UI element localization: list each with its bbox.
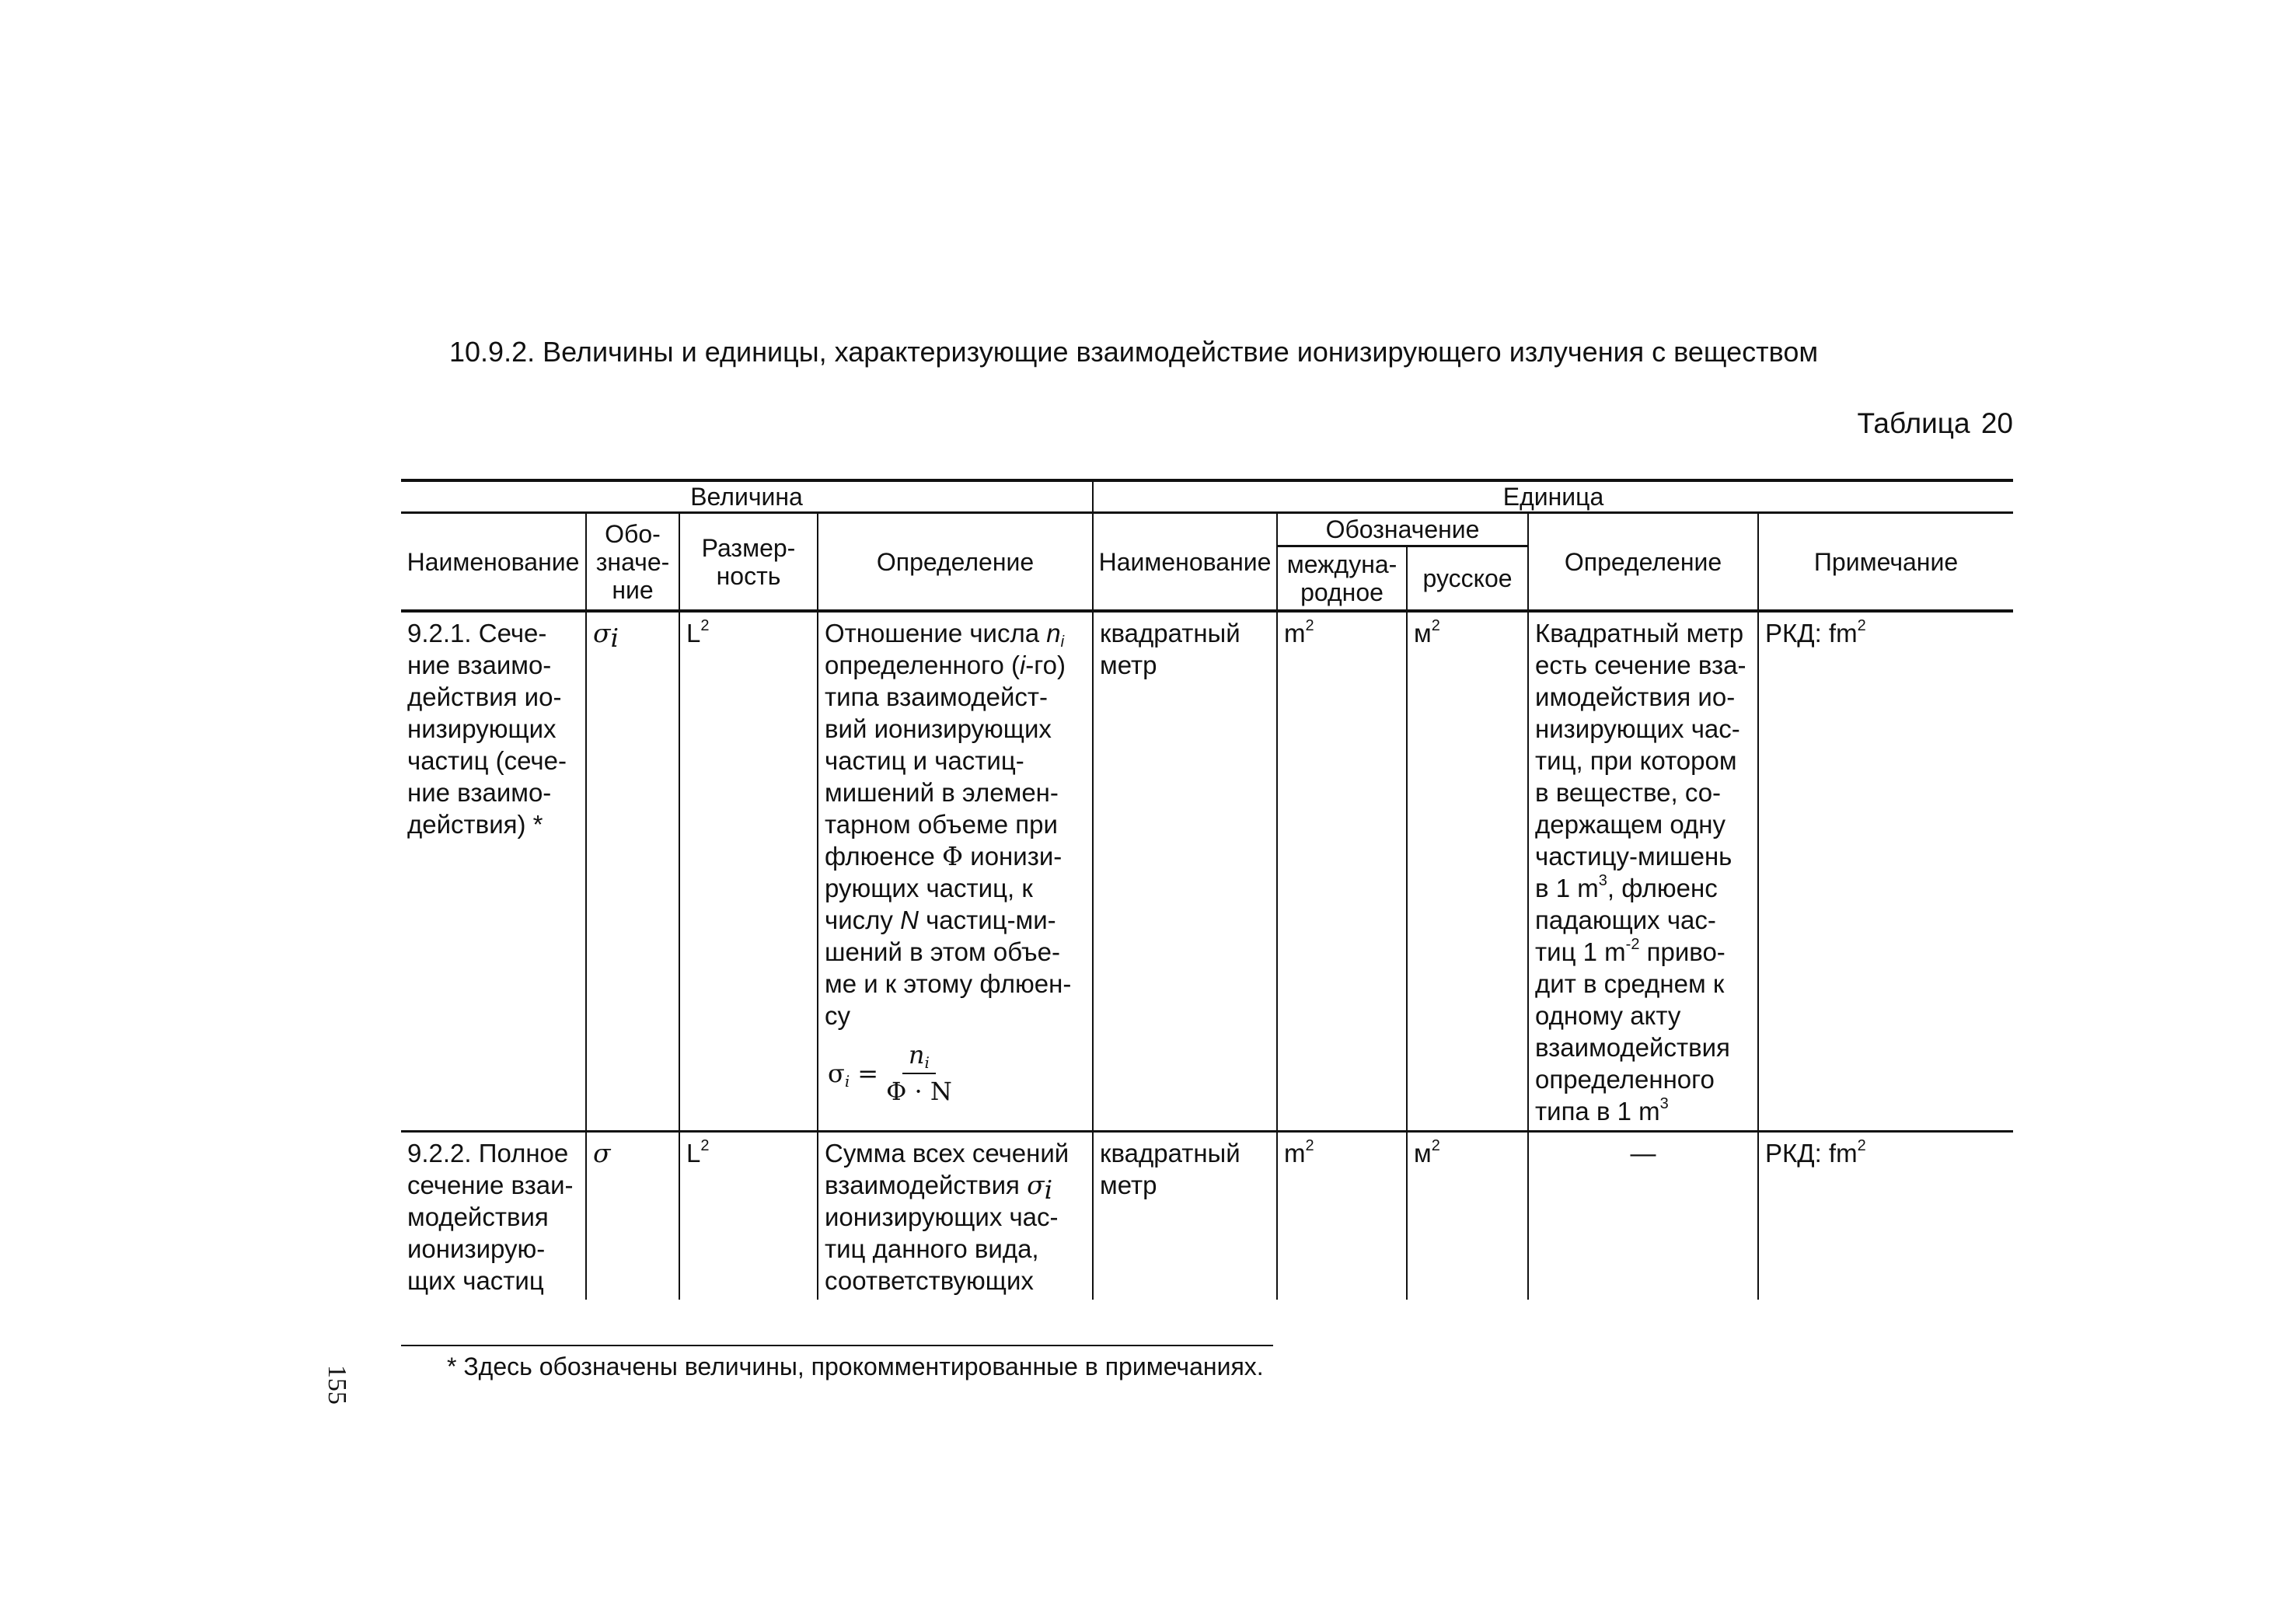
header-row-groups [401,480,2013,513]
text: частиц-ми- [918,906,1056,934]
u-rus-exponent: 2 [1431,617,1440,634]
header-q-definition: Определение [818,513,1093,612]
text: в 1 m [1535,874,1599,902]
u-note-exponent: 2 [1857,1137,1866,1154]
u-def-line: Квадратный метр [1535,619,1744,647]
q-definition-cell [818,1132,1093,1300]
q-name-cell [401,611,586,1132]
header-q-symbol-line: ние [612,575,654,604]
q-symbol: σ [593,1138,611,1168]
q-def-line: шений в этом объе- [825,937,1060,966]
q-name-line: действия ио- [407,682,562,711]
text: -го) [1025,651,1066,679]
table-row [401,1132,2013,1300]
q-def-line [825,904,1086,936]
u-def-line: дит в среднем к [1535,969,1725,998]
q-def-line: частиц и частиц- [825,746,1024,775]
header-unit: Единица [1093,480,2013,513]
q-name-line: 9.2.2. Полное [407,1139,569,1167]
variable: σ [1027,1170,1045,1200]
formula-lhs [828,1058,850,1090]
q-name-line: сечение взаи- [407,1171,574,1199]
u-def-line: в веществе, со- [1535,778,1722,807]
text: числу [825,906,901,934]
u-def-line: падающих час- [1535,906,1716,934]
formula [828,1039,1086,1108]
q-symbol: σ [593,618,611,648]
u-rus-symbol: м [1414,1139,1432,1167]
u-def-line: низирующих час- [1535,714,1740,743]
u-note-exponent: 2 [1857,617,1866,634]
u-def-line: определенного [1535,1065,1715,1094]
u-name-cell [1093,611,1277,1132]
formula-num-sub: i [924,1053,930,1072]
q-symbol-cell [586,1132,679,1300]
q-dimension: L [686,1139,701,1167]
exponent: -2 [1625,936,1640,953]
q-def-line: ионизирующих час- [825,1202,1059,1231]
q-name-line: ние взаимо- [407,778,552,807]
variable: n [1046,619,1061,647]
q-def-line: рующих частиц, к [825,874,1033,902]
q-def-line: ме и к этому флюен- [825,969,1072,998]
text: Отношение числа [825,619,1047,647]
footnote-divider [401,1345,1273,1346]
exponent: 3 [1598,872,1607,889]
page-number: 155 [323,1365,351,1405]
q-def-line: тиц данного вида, [825,1234,1039,1263]
q-def-line: Сумма всех сечений [825,1139,1069,1167]
header-u-russian: русское [1407,546,1528,612]
u-definition-cell [1528,611,1758,1132]
u-def-line [1535,936,1751,968]
q-definition-cell [818,611,1093,1132]
u-def-line: держащем одну [1535,810,1726,839]
q-def-line [825,617,1086,649]
u-def-line: одному акту [1535,1001,1681,1030]
q-def-line: су [825,1001,850,1030]
q-def-line: мишений в элемен- [825,778,1059,807]
u-rus-cell [1407,611,1528,1132]
u-name-line: квадратный [1100,1139,1240,1167]
formula-denominator: Φ · N [886,1077,952,1106]
quantities-table [401,479,2013,1300]
text: типа в 1 m [1535,1097,1660,1126]
q-symbol-subscript: i [610,623,619,653]
q-def-line [825,1169,1086,1205]
u-note: РКД: fm [1765,1139,1858,1167]
q-name-line: ние взаимо- [407,651,552,679]
u-name-cell [1093,1132,1277,1300]
formula-symbol: σ [828,1058,845,1088]
variable: Φ [942,841,964,871]
q-name-line: действия) * [407,810,543,839]
header-q-dim-line: Размер- [701,533,796,562]
q-name-line: ионизирую- [407,1234,546,1263]
formula-num-var: n [908,1040,925,1070]
text: ионизи- [963,842,1063,871]
u-def-line [1535,872,1751,904]
table-number: 20 [1980,407,2013,439]
q-def-line: тарном объеме при [825,810,1058,839]
q-dimension-cell [679,611,818,1132]
variable: N [900,906,919,934]
q-def-line [825,649,1086,681]
text: тиц 1 m [1535,937,1626,966]
u-name-line: метр [1100,1171,1157,1199]
formula-subscript: i [844,1071,850,1091]
formula-numerator [902,1039,936,1074]
q-name-line: модействия [407,1202,549,1231]
q-dimension-exponent: 2 [700,617,710,634]
header-q-symbol [586,513,679,612]
q-dimension-cell [679,1132,818,1300]
q-def-line: соответствующих [825,1266,1034,1295]
u-def-dash: — [1630,1139,1656,1167]
u-intl-cell [1277,611,1407,1132]
u-def-line [1535,1095,1751,1127]
u-intl-cell [1277,1132,1407,1300]
q-name-line: низирующих [407,714,557,743]
header-u-symbol: Обозначение [1277,513,1528,546]
header-q-dimension [679,513,818,612]
header-u-name: Наименование [1093,513,1277,612]
u-intl-exponent: 2 [1305,617,1314,634]
u-note: РКД: fm [1765,619,1858,647]
u-intl-exponent: 2 [1305,1137,1314,1154]
q-name-line: частиц (сече- [407,746,567,775]
header-q-symbol-line: Обо- [605,519,661,548]
q-name-cell [401,1132,586,1300]
section-heading: 10.9.2. Величины и единицы, характеризующие взаимодействие ионизирующего излучения с веществом [449,336,1819,368]
header-q-name: Наименование [401,513,586,612]
u-intl-symbol: m [1284,619,1306,647]
u-rus-symbol: м [1414,619,1432,647]
header-u-international [1277,546,1407,612]
q-def-line: вий ионизирующих [825,714,1052,743]
text: приво- [1639,937,1725,966]
u-note-cell [1758,1132,2013,1300]
u-note-cell [1758,611,2013,1132]
header-quantity: Величина [401,480,1093,513]
exponent: 3 [1659,1095,1669,1112]
text: , флюенс [1607,874,1718,902]
u-def-line: имодействия ио- [1535,682,1736,711]
u-definition-cell [1528,1132,1758,1300]
q-def-line: типа взаимодейст- [825,682,1048,711]
formula-equals: = [857,1058,879,1088]
header-u-note: Примечание [1758,513,2013,612]
header-q-dim-line: ность [716,561,781,590]
text: взаимодействия [825,1171,1028,1199]
header-u-definition: Определение [1528,513,1758,612]
q-symbol-cell [586,611,679,1132]
subscript: i [1060,633,1065,651]
u-intl-symbol: m [1284,1139,1306,1167]
u-name-line: метр [1100,651,1157,679]
q-def-line [825,840,1086,872]
q-dimension: L [686,619,701,647]
u-name-line: квадратный [1100,619,1240,647]
q-dimension-exponent: 2 [700,1137,710,1154]
text: определенного ( [825,651,1020,679]
u-def-line: тиц, при котором [1535,746,1737,775]
footnote: * Здесь обозначены величины, прокомментированные в примечаниях. [447,1352,1264,1380]
table-label: Таблица [1857,407,1970,439]
u-def-line: взаимодействия [1535,1033,1730,1062]
u-rus-exponent: 2 [1431,1137,1440,1154]
table-caption [1854,407,2013,440]
header-q-symbol-line: значе- [595,547,670,576]
text: флюенсе [825,842,943,871]
header-u-intl-line: родное [1300,578,1384,606]
u-rus-cell [1407,1132,1528,1300]
subscript: i [1044,1174,1053,1205]
header-row-columns [401,513,2013,546]
u-def-line: частицу-мишень [1535,842,1732,871]
q-name-line: щих частиц [407,1266,544,1295]
u-def-line: есть сечение вза- [1535,651,1746,679]
formula-fraction [886,1039,952,1108]
q-name-line: 9.2.1. Сече- [407,619,547,647]
table-row [401,611,2013,1132]
variable: i [1019,651,1026,679]
header-u-intl-line: междуна- [1286,550,1397,578]
